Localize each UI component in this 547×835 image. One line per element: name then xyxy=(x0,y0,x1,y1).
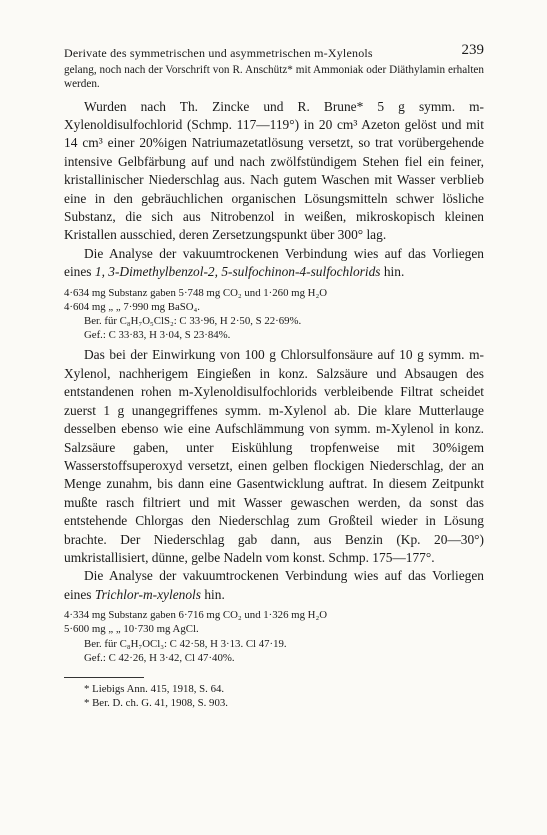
footnote: * Ber. D. ch. G. 41, 1908, S. 903. xyxy=(84,697,228,710)
running-title: Derivate des symmetrischen und asymmetrischen m-Xylenols xyxy=(64,46,373,60)
running-header xyxy=(64,40,484,64)
analysis-intro-text: Die Analyse der vakuumtrockenen Verbindung wies auf das Vorliegen eines xyxy=(64,245,484,280)
analysis-block-1 xyxy=(64,286,484,343)
analysis-line: 4·334 mg Substanz gaben 6·716 mg CO₂ und 1·326 mg H₂O xyxy=(64,609,328,622)
paragraph-analysis-intro-2 xyxy=(64,567,484,604)
paragraph-continuation: gelang, noch nach der Vorschrift von R. Anschütz* mit Ammoniak oder Diäthylamin erhalten werden. xyxy=(64,64,484,90)
compound-name-trichlor: Trichlor-m-xylenols xyxy=(94,586,201,602)
analysis-intro-end: hin. xyxy=(200,586,225,602)
analysis-found: Gef.: C 33·83, H 3·04, S 23·84%. xyxy=(84,329,231,342)
analysis-intro-end: hin. xyxy=(380,264,405,280)
analysis-line: 5·600 mg „ „ 10·730 mg AgCl. xyxy=(64,623,199,636)
analysis-intro-text: Die Analyse der vakuumtrockenen Verbindung wies auf das Vorliegen eines xyxy=(64,568,484,602)
page xyxy=(64,40,484,711)
paragraph-synthesis: Wurden nach Th. Zincke und R. Brune* 5 g symm. m-Xylenoldisulfochlorid (Schmp. 117—119°) in 20 cm³ Azeton gelöst und mit 14 cm³ einer 20%igen Natriumazetatlösung versetzt, so trat vorübergehende intensive Gelbfärbung auf und nach zwölfstündigem Stehen fiel ein feiner, kristallinischer Niederschlag aus. Nach gutem Waschen mit Wasser verblieb eine in den gebräuchlichen organischen Lösungsmitteln schwer lösliche Substanz, die sich aus Nitrobenzol in weißen, mikroskopisch kleinen Kristallen ausschied, deren Zersetzungspunkt über 300° lag. xyxy=(64,98,484,243)
analysis-line: 4·634 mg Substanz gaben 5·748 mg CO₂ und 1·260 mg H₂O xyxy=(64,286,328,299)
footnote-divider xyxy=(64,677,144,678)
page-number: 239 xyxy=(461,42,484,58)
analysis-block-2 xyxy=(64,608,484,665)
analysis-calculated: Ber. für C₈H₇O₅ClS₂: C 33·96, H 2·50, S 22·69%. xyxy=(84,315,302,328)
compound-name-sulfochinon: 1, 3-Dimethylbenzol-2, 5-sulfochinon-4-sulfochlorids xyxy=(94,264,381,280)
paragraph-chlorination: Das bei der Einwirkung von 100 g Chlorsulfonsäure auf 10 g symm. m-Xylenol, nachherigem Eingießen in konz. Salzsäure und Absaugen des entstandenen rohen m-Xylenoldisulfochlorids verbleibende Filtrat scheidet zuerst 1 g unangegriffenes symm. m-Xylenol ab. Die klare Mutterlauge desselben ebenso wie eine Aufschlämmung von symm. m-Xylenol in konz. Salzsäure gaben, unter Eiskühlung tropfenweise mit 30%igem Wasserstoffsuperoxyd versetzt, einen gelben flockigen Niederschlag, der an Menge zunahm, bis dann eine Gasentwicklung auftrat. In diesem Zeitpunkt mußte rasch filtriert und mit Wasser gewaschen werden, da sonst das entstehende Chlorgas den Niederschlag zum Großteil wieder in Lösung brachte. Der Niederschlag gab dann, aus Benzin (Kp. 20—30°) umkristallisiert, dünne, gelbe Nadeln vom konst. Schmp. 175—177°. xyxy=(64,347,484,565)
analysis-calculated: Ber. für C₈H₇OCl₃: C 42·58, H 3·13. Cl 47·19. xyxy=(84,637,287,650)
analysis-line: 4·604 mg „ „ 7·990 mg BaSO₄. xyxy=(64,300,201,313)
footnote: * Liebigs Ann. 415, 1918, S. 64. xyxy=(84,682,225,695)
analysis-found: Gef.: C 42·26, H 3·42, Cl 47·40%. xyxy=(84,651,235,664)
paragraph-analysis-intro-1 xyxy=(64,245,484,282)
